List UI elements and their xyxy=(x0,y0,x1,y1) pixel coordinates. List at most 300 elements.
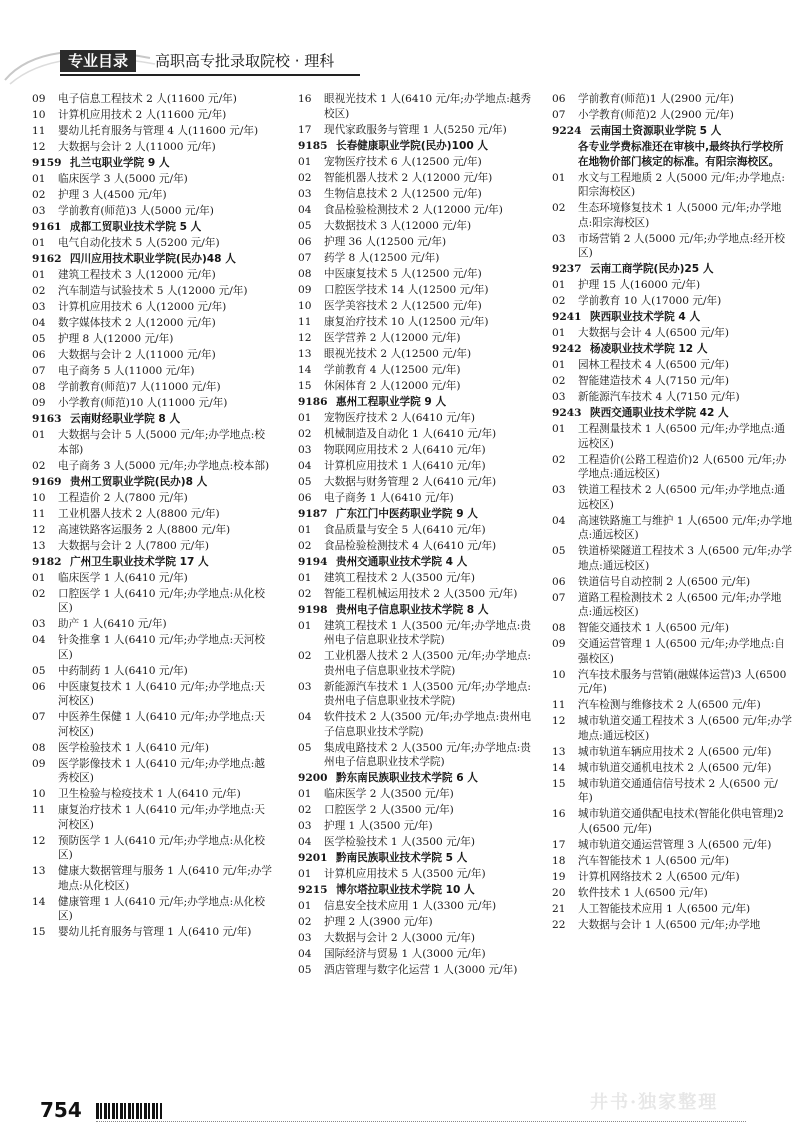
major-text: 健康大数据管理与服务 1 人(6410 元/年;办学地点:从化校区) xyxy=(58,865,272,892)
major-text: 人工智能技术应用 1 人(6500 元/年) xyxy=(578,902,751,915)
major-text: 计算机网络技术 2 人(6500 元/年) xyxy=(578,870,740,883)
header-rule xyxy=(60,74,360,76)
major-text: 大数据与财务管理 2 人(6410 元/年) xyxy=(324,475,497,488)
school-name: 云南财经职业学院 8 人 xyxy=(70,413,181,425)
major-text: 助产 1 人(6410 元/年) xyxy=(58,618,167,630)
major-text: 建筑工程技术 2 人(3500 元/年) xyxy=(324,571,475,584)
major-entry xyxy=(298,155,538,170)
school-heading xyxy=(32,220,272,235)
major-entry xyxy=(298,443,538,458)
major-text: 大数据与会计 5 人(5000 元/年;办学地点:校本部) xyxy=(58,429,265,456)
major-code: 08 xyxy=(32,381,46,393)
major-code: 01 xyxy=(552,171,566,184)
school-code: 9215 xyxy=(298,884,328,896)
major-text: 口腔医学 1 人(6410 元/年;办学地点:从化校区) xyxy=(58,587,265,614)
major-text: 新能源汽车技术 1 人(3500 元/年;办学地点:贵州电子信息职业技术学院) xyxy=(324,680,531,707)
school-heading xyxy=(552,342,792,357)
major-text: 护理 36 人(12500 元/年) xyxy=(324,235,447,248)
major-code: 01 xyxy=(552,279,566,291)
major-entry xyxy=(298,347,538,362)
major-text: 市场营销 2 人(5000 元/年;办学地点:经开校区) xyxy=(578,232,785,259)
major-entry xyxy=(298,363,538,378)
major-entry xyxy=(32,757,272,786)
school-code: 9201 xyxy=(298,852,328,864)
major-text: 针灸推拿 1 人(6410 元/年;办学地点:天河校区) xyxy=(58,634,265,661)
major-code: 01 xyxy=(32,237,46,249)
major-text: 预防医学 1 人(6410 元/年;办学地点:从化校区) xyxy=(58,834,265,861)
footer-rule xyxy=(96,1121,746,1123)
major-entry xyxy=(32,236,272,251)
major-entry xyxy=(32,300,272,315)
major-code: 20 xyxy=(552,886,566,899)
major-entry xyxy=(32,108,272,123)
major-text: 学前教育(师范)1 人(2900 元/年) xyxy=(578,93,734,105)
major-text: 工程造价 2 人(7800 元/年) xyxy=(58,491,188,504)
school-heading xyxy=(552,124,792,139)
major-text: 宠物医疗技术 2 人(6410 元/年) xyxy=(324,411,475,424)
school-heading xyxy=(32,412,272,427)
major-code: 08 xyxy=(552,622,566,634)
school-code: 9242 xyxy=(552,343,582,355)
major-text: 大数据与会计 4 人(6500 元/年) xyxy=(578,327,729,339)
major-entry xyxy=(298,947,538,962)
major-text: 软件技术 1 人(6500 元/年) xyxy=(578,886,708,899)
major-code: 04 xyxy=(298,459,312,472)
major-entry xyxy=(32,680,272,709)
major-text: 卫生检验与检疫技术 1 人(6410 元/年) xyxy=(58,788,241,800)
major-entry xyxy=(32,172,272,187)
school-heading xyxy=(32,156,272,171)
major-code: 04 xyxy=(552,514,566,527)
major-code: 02 xyxy=(552,295,566,307)
major-code: 03 xyxy=(32,205,46,217)
school-heading xyxy=(298,603,538,618)
major-code: 12 xyxy=(32,141,46,153)
major-code: 01 xyxy=(32,571,46,584)
school-code: 9185 xyxy=(298,139,328,152)
major-code: 01 xyxy=(552,359,566,371)
major-code: 15 xyxy=(32,926,46,938)
major-entry xyxy=(32,428,272,457)
school-heading xyxy=(298,771,538,786)
major-code: 15 xyxy=(298,379,312,392)
major-entry xyxy=(552,92,792,107)
major-code: 04 xyxy=(298,203,312,216)
major-code: 03 xyxy=(552,391,566,403)
major-code: 01 xyxy=(298,900,312,912)
major-text: 工程测量技术 1 人(6500 元/年;办学地点:通远校区) xyxy=(578,423,785,450)
major-entry xyxy=(552,575,792,590)
major-entry xyxy=(552,854,792,869)
major-entry xyxy=(298,915,538,930)
major-entry xyxy=(298,267,538,282)
school-heading xyxy=(552,310,792,325)
major-code: 18 xyxy=(552,854,566,867)
major-entry xyxy=(552,294,792,309)
column-1 xyxy=(32,92,272,941)
major-text: 电气自动化技术 5 人(5200 元/年) xyxy=(58,237,220,249)
major-entry xyxy=(32,587,272,616)
major-code: 19 xyxy=(552,870,566,883)
major-text: 计算机应用技术 6 人(12000 元/年) xyxy=(58,301,227,313)
major-text: 宠物医疗技术 6 人(12500 元/年) xyxy=(324,155,482,168)
major-text: 高速铁路客运服务 2 人(8800 元/年) xyxy=(58,523,231,536)
school-heading xyxy=(552,262,792,277)
major-entry xyxy=(298,587,538,602)
major-text: 中医康复技术 5 人(12500 元/年) xyxy=(324,267,482,280)
major-code: 13 xyxy=(552,745,566,758)
major-text: 中医养生保健 1 人(6410 元/年;办学地点:天河校区) xyxy=(58,711,265,738)
major-code: 08 xyxy=(32,741,46,754)
major-text: 建筑工程技术 3 人(12000 元/年) xyxy=(58,269,216,281)
major-entry xyxy=(298,411,538,426)
major-entry xyxy=(32,268,272,283)
school-code: 9182 xyxy=(32,555,62,568)
school-name: 扎兰屯职业学院 9 人 xyxy=(70,157,170,169)
major-entry xyxy=(32,92,272,107)
major-text: 园林工程技术 4 人(6500 元/年) xyxy=(578,359,729,371)
major-entry xyxy=(298,427,538,442)
major-entry xyxy=(32,895,272,924)
major-text: 汽车技术服务与营销(融媒体运营)3 人(6500 元/年) xyxy=(578,668,787,695)
major-code: 01 xyxy=(298,619,312,632)
major-text: 小学教育(师范)2 人(2900 元/年) xyxy=(578,109,734,121)
major-entry xyxy=(552,514,792,543)
major-entry xyxy=(298,523,538,538)
major-entry xyxy=(552,807,792,836)
major-text: 机械制造及自动化 1 人(6410 元/年) xyxy=(324,427,497,440)
major-text: 铁道信号自动控制 2 人(6500 元/年) xyxy=(578,575,751,588)
major-entry xyxy=(552,745,792,760)
school-code: 9224 xyxy=(552,125,582,137)
major-entry xyxy=(32,523,272,538)
major-text: 集成电路技术 2 人(3500 元/年;办学地点:贵州电子信息职业技术学院) xyxy=(324,741,531,768)
major-text: 护理 1 人(3500 元/年) xyxy=(324,820,433,832)
major-entry xyxy=(552,621,792,636)
major-code: 01 xyxy=(298,523,312,536)
major-code: 07 xyxy=(552,109,566,121)
major-entry xyxy=(298,299,538,314)
school-name: 贵州工贸职业学院(民办)8 人 xyxy=(70,475,208,488)
major-text: 电子商务 5 人(11000 元/年) xyxy=(58,365,195,377)
major-text: 口腔医学 2 人(3500 元/年) xyxy=(324,804,454,816)
major-code: 02 xyxy=(552,375,566,387)
major-code: 06 xyxy=(32,349,46,361)
major-text: 道路工程检测技术 2 人(6500 元/年;办学地点:通远校区) xyxy=(578,591,782,618)
major-entry xyxy=(32,140,272,155)
major-entry xyxy=(298,491,538,506)
major-entry xyxy=(32,803,272,832)
major-code: 04 xyxy=(32,634,46,646)
major-text: 酒店管理与数字化运营 1 人(3000 元/年) xyxy=(324,964,518,976)
major-text: 医学检验技术 1 人(6410 元/年) xyxy=(58,741,209,754)
school-name: 杨凌职业技术学院 12 人 xyxy=(590,343,708,355)
major-text: 建筑工程技术 1 人(3500 元/年;办学地点:贵州电子信息职业技术学院) xyxy=(324,619,531,646)
major-entry xyxy=(552,278,792,293)
school-name: 长春健康职业学院(民办)100 人 xyxy=(336,139,489,152)
major-code: 03 xyxy=(298,443,312,456)
major-entry xyxy=(298,710,538,739)
major-text: 学前教育(师范)7 人(11000 元/年) xyxy=(58,381,221,393)
major-entry xyxy=(32,459,272,474)
major-code: 01 xyxy=(298,868,312,880)
major-code: 08 xyxy=(298,267,312,280)
major-code: 05 xyxy=(298,964,312,976)
major-code: 06 xyxy=(32,680,46,693)
major-entry xyxy=(552,326,792,341)
major-text: 城市轨道车辆应用技术 2 人(6500 元/年) xyxy=(578,745,772,758)
major-code: 02 xyxy=(32,189,46,201)
school-name: 黔东南民族职业技术学院 6 人 xyxy=(336,772,478,784)
major-entry xyxy=(32,332,272,347)
major-entry xyxy=(298,203,538,218)
major-code: 01 xyxy=(552,327,566,339)
major-code: 02 xyxy=(298,427,312,440)
major-text: 电子信息工程技术 2 人(11600 元/年) xyxy=(58,93,237,105)
major-entry xyxy=(552,232,792,261)
major-text: 汽车检测与维修技术 2 人(6500 元/年) xyxy=(578,699,761,711)
major-entry xyxy=(298,619,538,648)
major-entry xyxy=(32,348,272,363)
major-code: 02 xyxy=(298,650,312,662)
major-text: 信息安全技术应用 1 人(3300 元/年) xyxy=(324,900,497,912)
school-name: 成都工贸职业技术学院 5 人 xyxy=(70,221,202,233)
major-text: 大数据与会计 2 人(7800 元/年) xyxy=(58,539,209,552)
major-entry xyxy=(298,315,538,330)
major-code: 13 xyxy=(32,865,46,877)
major-text: 护理 2 人(3900 元/年) xyxy=(324,916,433,928)
major-entry xyxy=(32,316,272,331)
major-code: 02 xyxy=(32,285,46,297)
major-text: 眼视光技术 1 人(6410 元/年;办学地点:越秀校区) xyxy=(324,93,531,120)
major-entry xyxy=(552,761,792,776)
major-code: 11 xyxy=(552,699,566,711)
major-code: 06 xyxy=(552,93,566,105)
major-text: 智能交通技术 1 人(6500 元/年) xyxy=(578,622,729,634)
school-code: 9237 xyxy=(552,263,582,275)
school-code: 9198 xyxy=(298,603,328,616)
major-entry xyxy=(32,539,272,554)
school-heading xyxy=(298,507,538,522)
major-entry xyxy=(298,331,538,346)
major-code: 11 xyxy=(298,315,312,328)
school-name: 贵州电子信息职业技术学院 8 人 xyxy=(336,603,489,616)
major-entry xyxy=(552,390,792,405)
major-entry xyxy=(552,483,792,512)
major-code: 09 xyxy=(298,283,312,296)
major-text: 康复治疗技术 10 人(12500 元/年) xyxy=(324,315,489,328)
major-text: 计算机应用技术 1 人(6410 元/年) xyxy=(324,459,486,472)
school-name: 陕西交通职业技术学院 42 人 xyxy=(590,407,729,419)
major-entry xyxy=(552,714,792,743)
major-text: 物联网应用技术 2 人(6410 元/年) xyxy=(324,443,486,456)
major-text: 学前教育 10 人(17000 元/年) xyxy=(578,295,722,307)
major-code: 11 xyxy=(32,804,46,816)
school-name: 黔南民族职业技术学院 5 人 xyxy=(336,852,468,864)
major-code: 03 xyxy=(298,820,312,832)
major-code: 02 xyxy=(552,453,566,466)
major-entry xyxy=(298,123,538,138)
major-entry xyxy=(32,741,272,756)
major-entry xyxy=(552,838,792,853)
major-code: 10 xyxy=(32,109,46,121)
major-entry xyxy=(552,374,792,389)
major-entry xyxy=(298,171,538,186)
major-entry xyxy=(298,571,538,586)
major-code: 06 xyxy=(552,575,566,588)
major-code: 05 xyxy=(32,333,46,345)
major-entry xyxy=(32,284,272,299)
school-name: 陕西职业技术学院 4 人 xyxy=(590,311,701,323)
major-text: 大数据与会计 1 人(6500 元/年;办学地 xyxy=(578,918,761,931)
school-code: 9187 xyxy=(298,507,328,520)
school-heading xyxy=(298,395,538,410)
major-entry xyxy=(298,931,538,946)
major-code: 22 xyxy=(552,918,566,931)
major-entry xyxy=(32,188,272,203)
page-title: 高职高专批录取院校 · 理科 xyxy=(155,52,335,70)
major-code: 17 xyxy=(298,123,312,136)
major-code xyxy=(552,140,578,169)
major-code: 03 xyxy=(298,680,312,693)
major-text: 生态环境修复技术 1 人(5000 元/年;办学地点:阳宗海校区) xyxy=(578,202,782,229)
major-entry xyxy=(298,899,538,914)
major-code: 09 xyxy=(32,397,46,409)
major-code: 10 xyxy=(552,668,566,681)
major-code: 14 xyxy=(32,895,46,908)
major-code: 05 xyxy=(32,664,46,677)
major-text: 城市轨道交通通信信号技术 2 人(6500 元/年) xyxy=(578,777,778,804)
page-header xyxy=(0,0,800,86)
major-code: 07 xyxy=(32,365,46,377)
major-text: 工业机器人技术 2 人(3500 元/年;办学地点:贵州电子信息职业技术学院) xyxy=(324,650,531,677)
major-text: 城市轨道交通机电技术 2 人(6500 元/年) xyxy=(578,761,772,774)
footer-pattern-bar xyxy=(96,1103,162,1119)
major-text: 休闲体育 2 人(12000 元/年) xyxy=(324,379,461,392)
watermark: 井书·独家整理 xyxy=(590,1092,719,1113)
major-code: 21 xyxy=(552,902,566,915)
major-entry xyxy=(298,539,538,554)
major-text: 智能机器人技术 2 人(12000 元/年) xyxy=(324,171,493,184)
major-text: 医学检验技术 1 人(3500 元/年) xyxy=(324,836,475,848)
major-code: 07 xyxy=(32,711,46,723)
page-number: 754 xyxy=(40,1098,82,1122)
major-entry xyxy=(552,918,792,933)
major-entry xyxy=(298,187,538,202)
major-entry xyxy=(32,491,272,506)
major-text: 中药制药 1 人(6410 元/年) xyxy=(58,664,188,677)
major-text: 现代家政服务与管理 1 人(5250 元/年) xyxy=(324,123,507,136)
major-text: 学前教育 4 人(12500 元/年) xyxy=(324,363,461,376)
major-code: 03 xyxy=(552,232,566,245)
major-entry xyxy=(298,963,538,978)
major-entry xyxy=(32,787,272,802)
major-code: 01 xyxy=(32,429,46,441)
school-name: 贵州交通职业技术学院 4 人 xyxy=(336,555,468,568)
school-heading xyxy=(298,555,538,570)
major-code: 01 xyxy=(552,423,566,435)
major-code: 02 xyxy=(298,916,312,928)
major-entry xyxy=(552,591,792,620)
school-heading xyxy=(32,475,272,490)
major-code: 06 xyxy=(298,235,312,248)
major-code: 11 xyxy=(32,125,46,137)
major-entry xyxy=(552,171,792,200)
major-entry xyxy=(32,380,272,395)
major-text: 工程造价(公路工程造价)2 人(6500 元/年;办学地点:通远校区) xyxy=(578,453,787,480)
major-code: 05 xyxy=(552,545,566,557)
major-text: 大数据与会计 2 人(11000 元/年) xyxy=(58,141,216,153)
major-text: 婴幼儿托育服务与管理 1 人(6410 元/年) xyxy=(58,926,252,938)
school-code: 9241 xyxy=(552,311,582,323)
major-entry xyxy=(32,864,272,893)
major-code: 17 xyxy=(552,838,566,851)
major-entry xyxy=(298,379,538,394)
major-text: 小学教育(师范)10 人(11000 元/年) xyxy=(58,397,228,409)
school-code: 9161 xyxy=(32,221,62,233)
school-name: 惠州工程职业学院 9 人 xyxy=(336,395,447,408)
major-text: 高速铁路施工与维护 1 人(6500 元/年;办学地点:通远校区) xyxy=(578,514,792,541)
major-text: 健康管理 1 人(6410 元/年;办学地点:从化校区) xyxy=(58,895,265,922)
major-entry xyxy=(298,787,538,802)
major-entry xyxy=(32,571,272,586)
major-text: 眼视光技术 2 人(12500 元/年) xyxy=(324,347,472,360)
major-code: 12 xyxy=(32,523,46,536)
major-entry xyxy=(552,201,792,230)
major-code: 01 xyxy=(298,411,312,424)
major-text: 工业机器人技术 2 人(8800 元/年) xyxy=(58,507,220,520)
major-code: 12 xyxy=(32,834,46,847)
major-code: 02 xyxy=(298,804,312,816)
major-text: 计算机应用技术 5 人(3500 元/年) xyxy=(324,868,486,880)
major-code: 14 xyxy=(552,761,566,774)
major-text: 水文与工程地质 2 人(5000 元/年;办学地点:阳宗海校区) xyxy=(578,171,785,198)
major-code: 05 xyxy=(298,741,312,754)
major-entry xyxy=(32,633,272,662)
major-entry xyxy=(298,475,538,490)
school-code: 9200 xyxy=(298,772,328,784)
major-code: 15 xyxy=(552,777,566,790)
major-code: 04 xyxy=(298,836,312,848)
school-heading xyxy=(298,883,538,898)
major-code: 07 xyxy=(552,591,566,604)
major-text: 食品质量与安全 5 人(6410 元/年) xyxy=(324,523,486,536)
major-entry xyxy=(32,710,272,739)
school-name: 云南工商学院(民办)25 人 xyxy=(590,263,714,275)
major-entry xyxy=(552,870,792,885)
school-name: 博尔塔拉职业技术学院 10 人 xyxy=(336,884,475,896)
major-code: 03 xyxy=(32,301,46,313)
major-text: 各专业学费标准还在审核中,最终执行学校所在地物价部门核定的标准。有阳宗海校区。 xyxy=(578,141,784,168)
column-3 xyxy=(552,92,792,934)
major-code: 07 xyxy=(298,251,312,264)
major-text: 医学影像技术 1 人(6410 元/年;办学地点:越秀校区) xyxy=(58,757,265,784)
major-entry xyxy=(298,283,538,298)
major-text: 软件技术 2 人(3500 元/年;办学地点:贵州电子信息职业技术学院) xyxy=(324,711,531,738)
major-text: 城市轨道交通运营管理 3 人(6500 元/年) xyxy=(578,838,772,851)
major-entry xyxy=(32,364,272,379)
major-text: 口腔医学技术 14 人(12500 元/年) xyxy=(324,283,489,296)
major-text: 铁道桥梁隧道工程技术 3 人(6500 元/年;办学地点:通远校区) xyxy=(578,545,792,572)
major-code: 10 xyxy=(32,491,46,504)
major-code: 02 xyxy=(552,202,566,214)
school-code: 9162 xyxy=(32,253,62,265)
major-entry xyxy=(32,664,272,679)
school-code: 9159 xyxy=(32,157,62,169)
major-text: 智能建造技术 4 人(7150 元/年) xyxy=(578,375,729,387)
major-code: 04 xyxy=(298,711,312,723)
major-entry xyxy=(32,507,272,522)
